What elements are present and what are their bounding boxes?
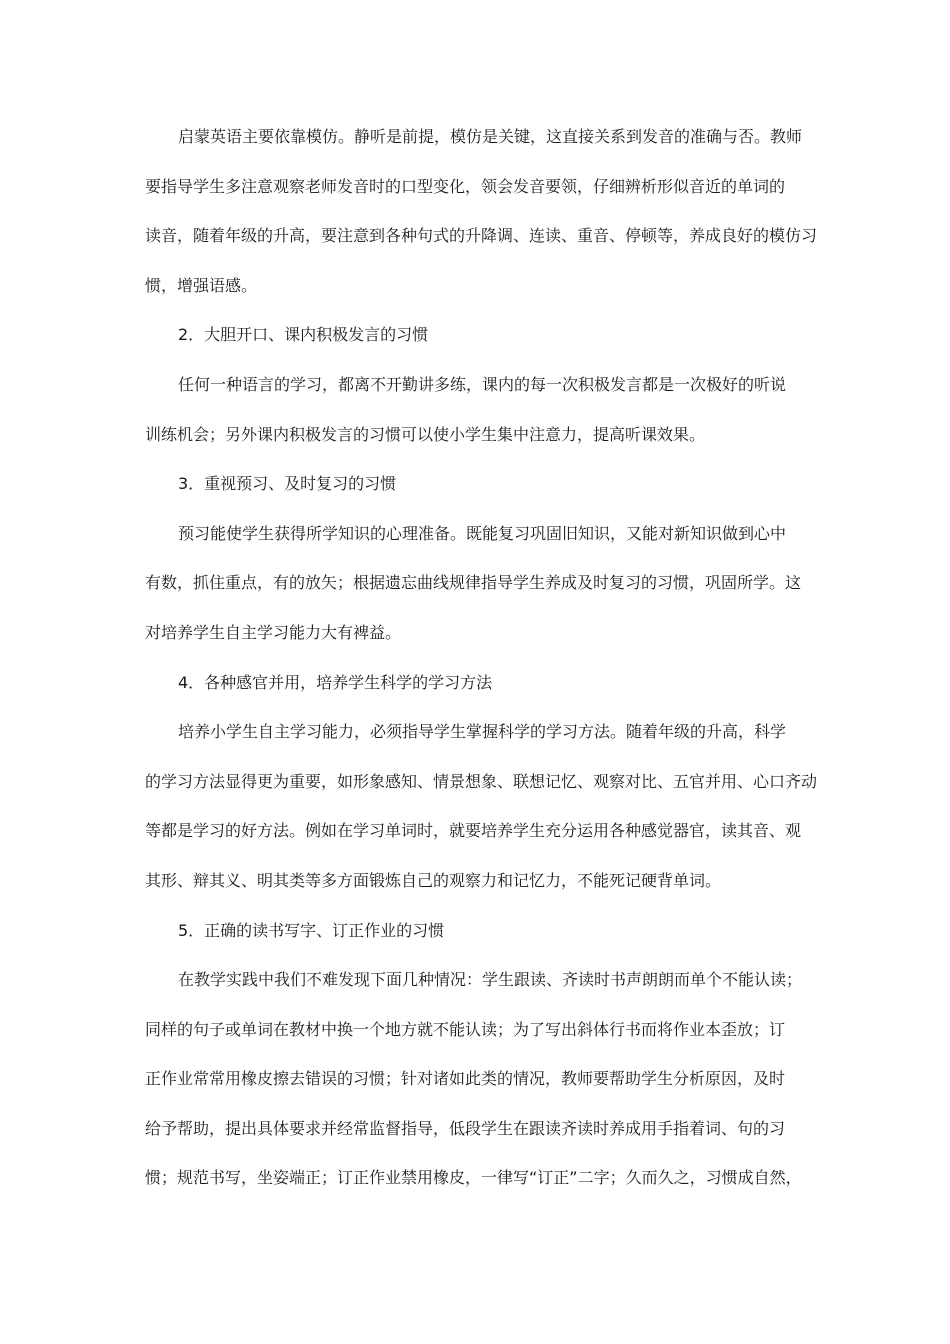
paragraph-line: 读音，随着年级的升高，要注意到各种句式的升降调、连读、重音、停顿等，养成良好的模仿习: [145, 226, 818, 246]
paragraph-line: 预习能使学生获得所学知识的心理准备。既能复习巩固旧知识，又能对新知识做到心中: [178, 523, 787, 543]
section-heading: 2．大胆开口、课内积极发言的习惯: [178, 325, 429, 345]
section-heading: 5．正确的读书写字、订正作业的习惯: [178, 920, 445, 940]
paragraph-line: 对培养学生自主学习能力大有裨益。: [145, 622, 402, 642]
paragraph-line: 训练机会；另外课内积极发言的习惯可以使小学生集中注意力，提高听课效果。: [145, 424, 706, 444]
paragraph-line: 在教学实践中我们不难发现下面几种情况：学生跟读、齐读时书声朗朗而单个不能认读；: [178, 970, 803, 990]
section-heading: 4．各种感官并用，培养学生科学的学习方法: [178, 672, 493, 692]
paragraph-line: 给予帮助，提出具体要求并经常监督指导，低段学生在跟读齐读时养成用手指着词、句的习: [145, 1118, 786, 1138]
paragraph-line: 要指导学生多注意观察老师发音时的口型变化，领会发音要领，仔细辨析形似音近的单词的: [145, 176, 786, 196]
paragraph-line: 同样的句子或单词在教材中换一个地方就不能认读；为了写出斜体行书而将作业本歪放；订: [145, 1019, 786, 1039]
paragraph-line: 惯，增强语感。: [145, 275, 258, 295]
paragraph-line: 惯；规范书写，坐姿端正；订正作业禁用橡皮，一律写“订正”二字；久而久之，习惯成自然，: [145, 1168, 802, 1188]
paragraph-line: 等都是学习的好方法。例如在学习单词时，就要培养学生充分运用各种感觉器官，读其音、观: [145, 821, 802, 841]
paragraph-line: 有数，抓住重点，有的放矢；根据遗忘曲线规律指导学生养成及时复习的习惯，巩固所学。这: [145, 573, 802, 593]
paragraph-line: 启蒙英语主要依靠模仿。静听是前提，模仿是关键，这直接关系到发音的准确与否。教师: [178, 127, 803, 146]
paragraph-line: 的学习方法显得更为重要，如形象感知、情景想象、联想记忆、观察对比、五官并用、心口齐动: [145, 771, 818, 791]
document-body: [145, 112, 818, 1203]
paragraph-line: 任何一种语言的学习，都离不开勤讲多练，课内的每一次积极发言都是一次极好的听说: [178, 374, 787, 394]
paragraph-line: 其形、辩其义、明其类等多方面锻炼自己的观察力和记忆力，不能死记硬背单词。: [145, 870, 722, 890]
section-heading: 3．重视预习、及时复习的习惯: [178, 474, 397, 494]
paragraph-line: 正作业常常用橡皮擦去错误的习惯；针对诸如此类的情况，教师要帮助学生分析原因，及时: [145, 1069, 786, 1089]
paragraph-line: 培养小学生自主学习能力，必须指导学生掌握科学的学习方法。随着年级的升高，科学: [178, 722, 787, 742]
